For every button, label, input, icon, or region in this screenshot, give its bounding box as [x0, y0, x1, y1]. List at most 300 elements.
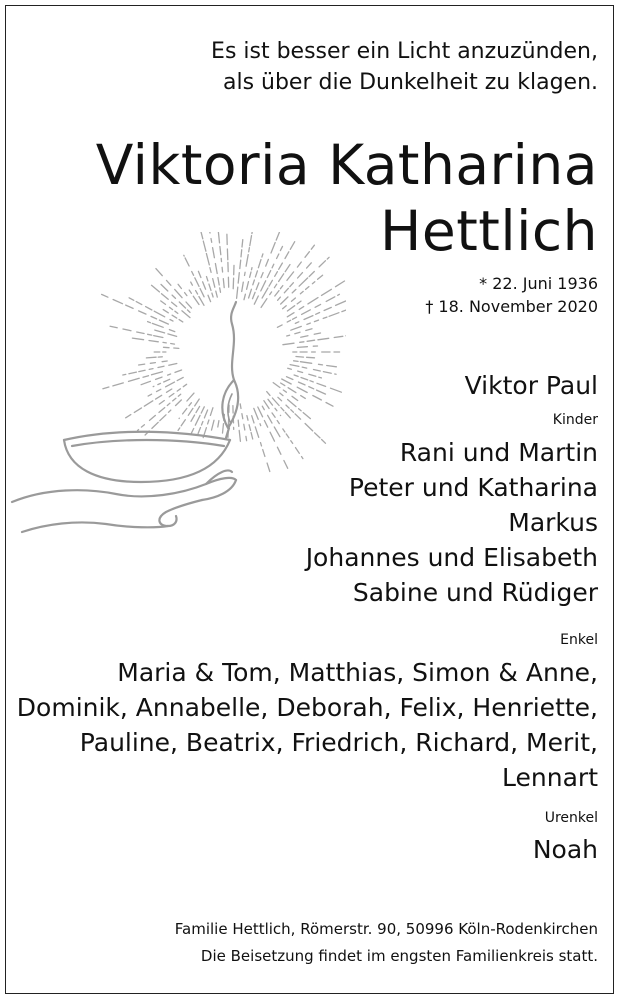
- light-ray: [208, 295, 211, 301]
- light-ray: [155, 330, 165, 333]
- light-ray: [299, 307, 304, 310]
- light-ray: [262, 406, 264, 410]
- light-ray: [138, 430, 139, 431]
- light-ray: [286, 405, 289, 408]
- light-ray: [169, 330, 174, 332]
- light-ray: [300, 291, 303, 293]
- light-ray: [338, 294, 340, 295]
- light-ray: [129, 298, 134, 301]
- light-ray: [212, 420, 215, 430]
- light-ray: [261, 443, 262, 446]
- light-ray: [185, 293, 187, 296]
- light-ray: [297, 347, 307, 348]
- light-ray: [152, 323, 163, 327]
- light-ray: [178, 394, 180, 396]
- list-item: Noah: [532, 835, 598, 864]
- light-ray: [253, 292, 256, 298]
- light-ray: [126, 305, 133, 308]
- light-ray: [301, 336, 308, 338]
- light-ray: [290, 283, 294, 287]
- light-ray: [251, 433, 253, 440]
- light-ray: [267, 392, 270, 396]
- light-ray: [198, 271, 201, 277]
- light-ray: [195, 415, 200, 425]
- light-ray: [148, 334, 152, 335]
- light-ray: [167, 389, 172, 392]
- list-item: Peter und Katharina: [348, 473, 598, 502]
- light-ray: [249, 425, 251, 431]
- light-ray: [146, 357, 156, 358]
- light-ray: [291, 326, 302, 330]
- light-ray: [283, 306, 287, 309]
- light-ray: [255, 271, 257, 277]
- light-ray: [132, 338, 143, 340]
- light-ray: [317, 390, 326, 394]
- light-ray: [188, 408, 193, 415]
- light-ray: [213, 279, 215, 288]
- light-ray: [141, 381, 150, 384]
- light-ray: [175, 289, 182, 297]
- light-ray: [159, 401, 164, 405]
- light-ray: [172, 315, 177, 318]
- light-ray: [326, 403, 333, 407]
- light-ray: [288, 388, 296, 393]
- light-ray: [270, 432, 274, 441]
- light-ray: [146, 307, 152, 310]
- light-ray: [237, 287, 238, 298]
- light-ray: [297, 301, 301, 304]
- light-ray: [198, 428, 200, 434]
- light-ray: [150, 363, 155, 364]
- light-ray: [244, 424, 245, 430]
- light-ray: [238, 273, 239, 283]
- light-ray: [175, 370, 182, 372]
- light-ray: [207, 277, 208, 281]
- light-ray: [218, 278, 219, 286]
- light-ray: [169, 394, 174, 397]
- light-ray: [181, 420, 185, 426]
- light-ray: [152, 285, 160, 292]
- light-ray: [201, 407, 204, 413]
- light-ray: [208, 420, 209, 424]
- light-ray: [256, 283, 259, 290]
- list-item: Sabine und Rüdiger: [352, 578, 598, 607]
- light-ray: [113, 383, 123, 386]
- deceased-name: [96, 132, 598, 264]
- light-ray: [167, 280, 171, 285]
- light-ray: [156, 377, 162, 379]
- light-ray: [291, 410, 294, 413]
- light-ray: [274, 427, 280, 437]
- light-ray: [154, 336, 163, 338]
- light-ray: [281, 297, 288, 304]
- light-ray: [278, 297, 281, 300]
- great-grandchildren-list: [533, 832, 598, 867]
- light-ray: [316, 313, 320, 315]
- light-ray: [179, 320, 183, 322]
- light-ray: [113, 300, 122, 304]
- light-ray: [187, 393, 194, 401]
- deceased-surname: Hettlich: [380, 199, 598, 263]
- light-ray: [295, 322, 299, 324]
- light-ray: [310, 381, 313, 382]
- light-ray: [215, 264, 217, 274]
- light-ray: [268, 415, 272, 423]
- list-item: Johannes und Elisabeth: [305, 543, 598, 572]
- light-ray: [295, 414, 301, 419]
- light-ray: [272, 398, 279, 406]
- light-ray: [277, 421, 279, 424]
- light-ray: [189, 290, 191, 293]
- light-ray: [300, 362, 311, 364]
- light-ray: [247, 416, 248, 421]
- light-ray: [203, 282, 206, 289]
- birth-date: * 22. Juni 1936: [479, 274, 598, 293]
- light-ray: [285, 265, 290, 272]
- light-ray: [139, 370, 145, 371]
- motto-quote: [211, 36, 598, 98]
- light-ray: [123, 374, 126, 375]
- light-ray: [151, 316, 157, 319]
- light-ray: [272, 413, 275, 417]
- light-ray: [199, 297, 204, 306]
- light-ray: [162, 294, 169, 300]
- candle-in-hand-icon: [6, 232, 346, 552]
- light-ray: [160, 415, 166, 421]
- light-ray: [158, 383, 161, 384]
- light-ray: [300, 342, 304, 343]
- light-ray: [277, 447, 281, 454]
- light-ray: [242, 414, 243, 419]
- life-dates: [425, 272, 598, 318]
- light-ray: [287, 335, 290, 336]
- light-ray: [299, 278, 308, 286]
- light-ray: [252, 268, 253, 270]
- light-ray: [307, 340, 315, 341]
- light-ray: [319, 377, 322, 378]
- light-ray: [313, 396, 322, 401]
- light-ray: [170, 320, 173, 322]
- light-ray: [223, 279, 224, 288]
- light-ray: [264, 421, 267, 428]
- light-ray: [269, 280, 272, 286]
- light-ray: [178, 428, 180, 431]
- light-ray: [287, 377, 293, 380]
- footer: [175, 916, 598, 970]
- light-ray: [270, 292, 272, 295]
- light-ray: [279, 274, 284, 282]
- light-ray: [166, 382, 175, 387]
- light-ray: [216, 291, 218, 297]
- light-ray: [139, 311, 146, 314]
- light-ray: [304, 316, 313, 320]
- light-ray: [292, 289, 296, 293]
- light-ray: [222, 267, 223, 272]
- grandchildren-list: [17, 655, 598, 795]
- light-ray: [287, 320, 290, 322]
- list-item: Lennart: [502, 763, 598, 792]
- light-ray: [148, 322, 151, 323]
- light-ray: [196, 406, 200, 412]
- light-ray: [275, 408, 277, 410]
- light-ray: [168, 334, 177, 337]
- light-ray: [159, 408, 165, 413]
- light-ray: [299, 409, 302, 411]
- light-ray: [183, 409, 187, 414]
- children-list: [306, 435, 598, 610]
- light-ray: [258, 407, 263, 417]
- light-ray: [186, 302, 192, 308]
- light-ray: [284, 461, 288, 469]
- light-ray: [273, 383, 280, 388]
- light-ray: [302, 367, 307, 368]
- light-ray: [161, 284, 168, 291]
- light-ray: [298, 371, 303, 372]
- light-ray: [307, 357, 315, 358]
- light-ray: [275, 291, 279, 296]
- light-ray: [202, 422, 203, 426]
- light-ray: [296, 448, 300, 454]
- light-ray: [298, 273, 303, 278]
- light-ray: [192, 272, 194, 276]
- light-ray: [137, 332, 144, 334]
- light-ray: [283, 390, 286, 392]
- light-ray: [242, 282, 244, 291]
- light-ray: [110, 326, 117, 328]
- light-ray: [123, 329, 131, 331]
- light-ray: [294, 361, 299, 362]
- light-ray: [324, 307, 331, 310]
- light-ray: [200, 289, 204, 297]
- deceased-first-names: Viktoria Katharina: [95, 133, 598, 197]
- light-ray: [303, 413, 310, 419]
- light-ray: [317, 383, 326, 386]
- light-ray: [283, 343, 294, 345]
- light-ray: [253, 280, 255, 285]
- light-ray: [318, 275, 323, 279]
- motto-line: als über die Dunkelheit zu klagen.: [222, 70, 598, 95]
- light-ray: [293, 317, 297, 319]
- light-ray: [268, 399, 273, 405]
- light-ray: [292, 298, 296, 301]
- light-ray: [102, 294, 108, 297]
- light-ray: [292, 396, 298, 400]
- light-ray: [240, 404, 241, 409]
- light-ray: [315, 304, 321, 307]
- light-ray: [169, 410, 171, 412]
- light-ray: [288, 368, 292, 369]
- light-ray: [314, 370, 321, 372]
- light-ray: [195, 399, 200, 406]
- light-ray: [164, 379, 170, 382]
- list-item: Rani und Martin: [399, 438, 598, 467]
- light-ray: [302, 457, 303, 459]
- light-ray: [255, 427, 258, 437]
- light-ray: [267, 463, 270, 471]
- light-ray: [129, 372, 137, 374]
- light-ray: [177, 377, 183, 380]
- light-ray: [196, 291, 198, 295]
- light-ray: [299, 382, 306, 385]
- list-item: Dominik, Annabelle, Deborah, Felix, Henriette,: [16, 693, 598, 722]
- list-item: Markus: [508, 508, 598, 537]
- list-item: Pauline, Beatrix, Friedrich, Richard, Merit,: [79, 728, 598, 757]
- light-ray: [280, 286, 282, 289]
- light-ray: [254, 408, 258, 419]
- light-ray: [281, 383, 285, 386]
- light-ray: [308, 298, 318, 304]
- light-ray: [282, 379, 292, 384]
- light-ray: [172, 302, 177, 306]
- light-ray: [191, 282, 193, 285]
- light-ray: [158, 366, 164, 367]
- light-ray: [172, 295, 175, 298]
- light-ray: [301, 396, 306, 399]
- light-ray: [177, 389, 180, 391]
- light-ray: [204, 410, 207, 418]
- light-ray: [283, 429, 285, 432]
- light-ray: [183, 384, 186, 386]
- light-ray: [163, 342, 166, 343]
- light-ray: [301, 378, 308, 380]
- light-ray: [288, 400, 296, 407]
- spouse-name: Viktor Paul: [464, 371, 598, 400]
- light-ray: [209, 284, 211, 290]
- light-ray: [261, 273, 263, 278]
- light-ray: [260, 424, 261, 426]
- light-ray: [210, 268, 211, 273]
- light-ray: [309, 272, 314, 277]
- light-ray: [267, 271, 270, 278]
- light-ray: [195, 278, 199, 287]
- light-ray: [274, 284, 276, 288]
- motto-line: Es ist besser ein Licht anzuzünden,: [211, 39, 598, 64]
- light-ray: [309, 387, 314, 389]
- light-ray: [189, 403, 191, 406]
- light-ray: [307, 323, 310, 324]
- light-ray: [170, 307, 173, 309]
- light-ray: [314, 333, 320, 334]
- light-ray: [162, 361, 167, 362]
- light-ray: [193, 296, 199, 304]
- light-ray: [286, 434, 289, 438]
- light-ray: [318, 338, 329, 340]
- light-ray: [309, 374, 316, 376]
- children-label: Kinder: [552, 412, 598, 428]
- light-ray: [322, 289, 332, 295]
- light-ray: [277, 325, 282, 327]
- light-ray: [305, 424, 313, 431]
- light-ray: [152, 372, 163, 375]
- light-ray: [173, 398, 176, 401]
- burial-note: Die Beisetzung findet im engsten Familienkreis statt.: [200, 947, 598, 965]
- light-ray: [287, 313, 294, 317]
- light-ray: [191, 429, 193, 434]
- light-ray: [171, 344, 175, 345]
- light-ray: [150, 415, 156, 420]
- light-ray: [245, 272, 246, 275]
- light-ray: [290, 365, 299, 367]
- light-ray: [144, 401, 153, 406]
- light-ray: [246, 436, 247, 440]
- light-ray: [327, 366, 337, 367]
- death-date: † 18. November 2020: [425, 297, 598, 316]
- light-ray: [342, 309, 346, 312]
- light-ray: [287, 272, 294, 281]
- light-ray: [247, 282, 249, 290]
- light-ray: [152, 422, 158, 428]
- light-ray: [239, 430, 240, 441]
- light-ray: [220, 288, 221, 292]
- light-ray: [326, 297, 335, 302]
- light-ray: [167, 403, 170, 405]
- light-ray: [143, 376, 149, 378]
- light-ray: [297, 387, 307, 392]
- light-ray: [295, 332, 300, 334]
- light-ray: [223, 424, 224, 434]
- light-ray: [261, 299, 267, 308]
- light-ray: [187, 310, 190, 313]
- light-ray: [179, 302, 185, 308]
- light-ray: [319, 364, 323, 365]
- light-ray: [129, 378, 140, 381]
- light-ray: [280, 393, 283, 396]
- light-ray: [126, 415, 131, 418]
- light-ray: [285, 412, 290, 418]
- light-ray: [178, 284, 181, 288]
- light-ray: [261, 281, 266, 291]
- light-ray: [176, 400, 182, 406]
- light-ray: [191, 415, 195, 421]
- light-ray: [254, 296, 258, 304]
- light-ray: [329, 313, 339, 317]
- light-ray: [250, 272, 251, 277]
- light-ray: [323, 372, 331, 374]
- light-ray: [149, 369, 153, 370]
- list-item: Maria & Tom, Matthias, Simon & Anne,: [117, 658, 598, 687]
- light-ray: [331, 388, 342, 392]
- light-ray: [163, 310, 168, 313]
- light-ray: [263, 450, 265, 457]
- light-ray: [336, 281, 345, 287]
- light-ray: [156, 269, 162, 276]
- light-ray: [175, 311, 178, 313]
- light-ray: [262, 288, 268, 298]
- light-ray: [139, 364, 145, 365]
- light-ray: [334, 336, 343, 337]
- grandchildren-label: Enkel: [560, 632, 598, 648]
- light-ray: [149, 341, 158, 342]
- light-ray: [278, 397, 282, 401]
- light-ray: [296, 357, 304, 358]
- light-ray: [284, 288, 288, 293]
- light-ray: [148, 394, 152, 396]
- light-ray: [157, 389, 161, 391]
- light-ray: [287, 306, 294, 311]
- light-ray: [272, 264, 274, 268]
- family-address: Familie Hettlich, Römerstr. 90, 50996 Köln-Rodenkirchen: [174, 920, 598, 938]
- great-grandchildren-label: Urenkel: [544, 810, 598, 826]
- light-ray: [312, 282, 314, 284]
- light-ray: [336, 301, 346, 305]
- light-ray: [275, 272, 278, 277]
- light-ray: [264, 401, 269, 409]
- light-ray: [212, 293, 213, 297]
- light-ray: [238, 420, 239, 426]
- light-ray: [314, 320, 318, 322]
- light-ray: [294, 375, 298, 376]
- light-ray: [218, 421, 219, 427]
